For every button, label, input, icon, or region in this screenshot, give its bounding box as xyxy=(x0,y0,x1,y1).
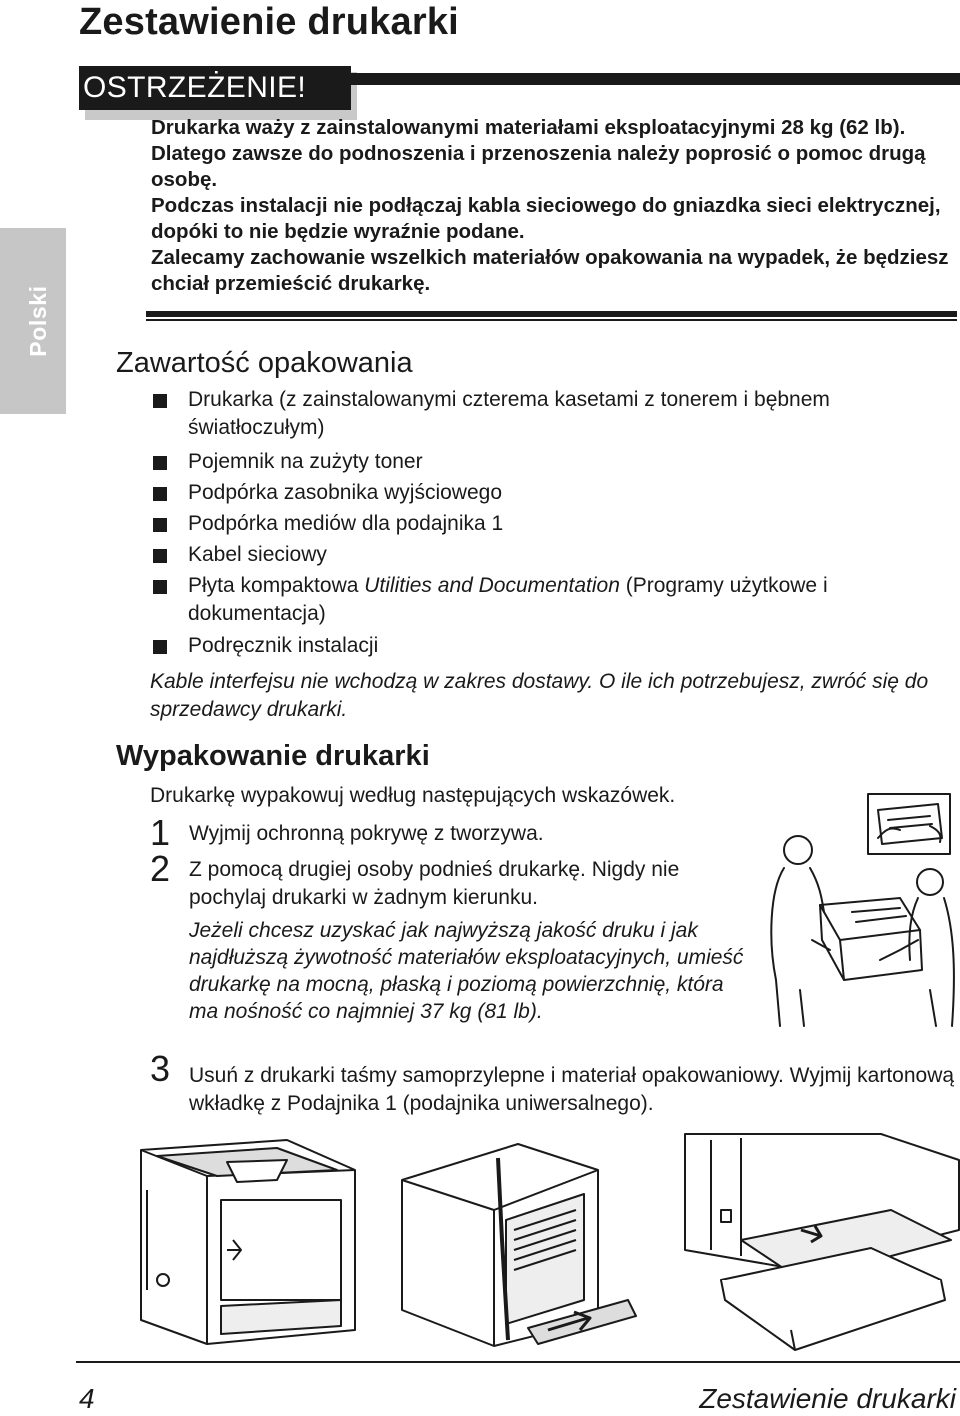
warning-label: OSTRZEŻENIE! xyxy=(79,66,351,110)
step-number: 2 xyxy=(150,848,171,889)
printer-tape-removal-illustration xyxy=(398,1140,640,1355)
footer-rule xyxy=(76,1361,960,1363)
section-heading-unpacking: Wypakowanie drukarki xyxy=(116,740,430,772)
contents-list xyxy=(150,386,950,663)
list-item: Płyta kompaktowa Utilities and Documentation (Programy użytkowe i dokumentacja) xyxy=(150,572,950,628)
language-side-tab xyxy=(0,228,66,414)
bullet-square-icon xyxy=(153,549,167,563)
warning-body xyxy=(151,115,951,297)
warning-end-rule xyxy=(146,311,957,317)
contents-note: Kable interfejsu nie wchodzą w zakres dostawy. O ile ich potrzebujesz, zwróć się do sprzedawcy drukarki. xyxy=(150,670,929,721)
section-heading-contents: Zawartość opakowania xyxy=(116,347,413,379)
step-text: Wyjmij ochronną pokrywę z tworzywa. xyxy=(189,822,544,845)
step-text: Usuń z drukarki taśmy samoprzylepne i materiał opakowaniowy. Wyjmij kartonową wkładkę z Podajnika 1 (podajnika uniwersalnego). xyxy=(189,1064,955,1115)
warning-end-rule-thin xyxy=(146,319,957,321)
bullet-square-icon xyxy=(153,456,167,470)
footer-title: Zestawienie drukarki xyxy=(699,1383,956,1414)
printer-rear-illustration xyxy=(137,1130,359,1350)
list-item: Podpórka mediów dla podajnika 1 xyxy=(150,510,950,538)
step-text: Z pomocą drugiej osoby podnieś drukarkę. Nigdy nie pochylaj drukarki w żadnym kierunku. xyxy=(189,858,680,909)
page-title: Zestawienie drukarki xyxy=(79,1,459,43)
bullet-square-icon xyxy=(153,394,167,408)
unpacking-intro: Drukarkę wypakowuj według następujących wskazówek. xyxy=(150,784,676,807)
step-note: Jeżeli chcesz uzyskać jak najwyższą jakość druku i jak najdłuższą żywotność materiałów eksploatacyjnych, umieść drukarkę na mocną, płaską i poziomą powierzchnię, która ma nośność co najmniej 37 kg (81 lb). xyxy=(189,919,744,1023)
list-item: Kabel sieciowy xyxy=(150,541,950,569)
warning-paragraph: Podczas instalacji nie podłączaj kabla sieciowego do gniazdka sieci elektrycznej, dopóki to nie będzie wyraźnie podane. xyxy=(151,194,941,243)
footer-page-number: 4 xyxy=(79,1383,95,1414)
bullet-square-icon xyxy=(153,640,167,654)
warning-paragraph: Zalecamy zachowanie wszelkich materiałów opakowania na wypadek, że będziesz chciał przemieścić drukarkę. xyxy=(151,246,949,295)
bullet-square-icon xyxy=(153,487,167,501)
tray-cardboard-removal-illustration xyxy=(681,1130,960,1352)
list-item: Pojemnik na zużyty toner xyxy=(150,448,950,476)
language-side-tab-label: Polski xyxy=(25,285,51,357)
bullet-square-icon xyxy=(153,518,167,532)
bullet-square-icon xyxy=(153,580,167,594)
step-number: 1 xyxy=(150,812,171,853)
list-item: Podpórka zasobnika wyjściowego xyxy=(150,479,950,507)
warning-rule xyxy=(351,73,960,85)
list-item: Drukarka (z zainstalowanymi czterema kasetami z tonerem i bębnem światłoczułym) xyxy=(150,386,950,442)
step-number: 3 xyxy=(150,1048,171,1089)
list-item: Podręcznik instalacji xyxy=(150,632,950,660)
lifting-printer-illustration xyxy=(760,790,960,1030)
warning-paragraph: Drukarka waży z zainstalowanymi materiałami eksploatacyjnymi 28 kg (62 lb). Dlatego zawsze do podnoszenia i przenoszenia należy poprosić o pomoc drugą osobę. xyxy=(151,116,926,191)
